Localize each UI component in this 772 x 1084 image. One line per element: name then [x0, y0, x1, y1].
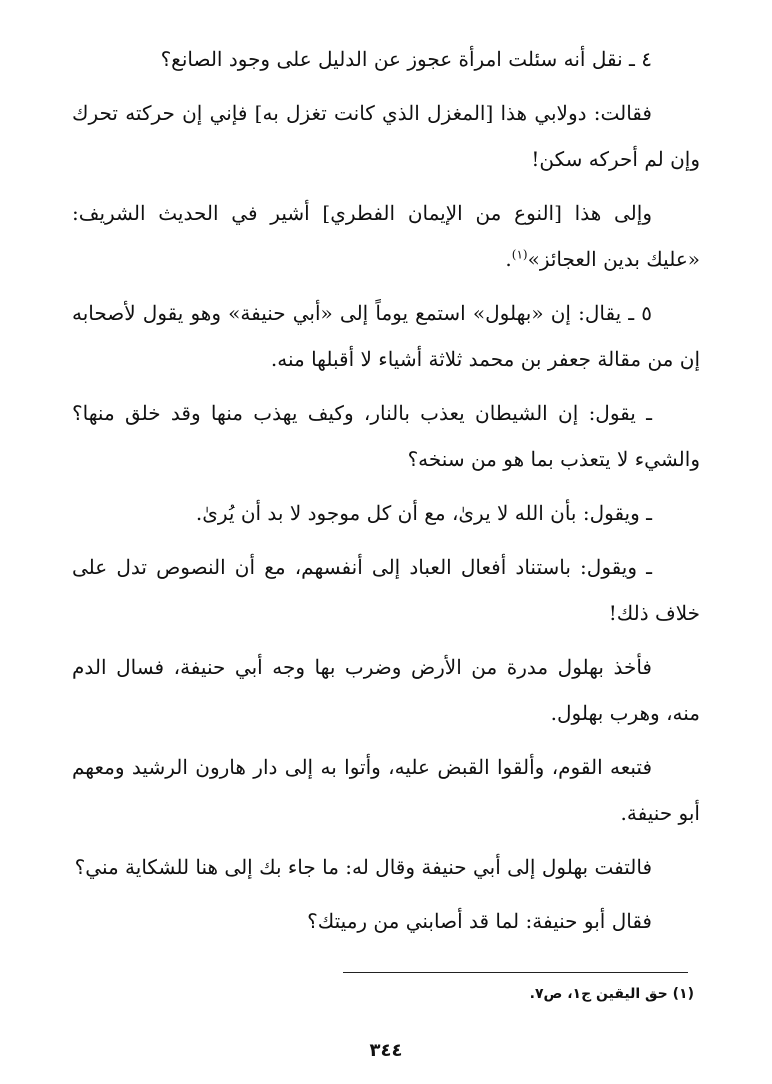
paragraph-bahlul-intro: ٥ ـ يقال: إن «بهلول» استمع يوماً إلى «أبي حنيفة» وهو يقول لأصحابه إن من مقالة جعفر بن محمد ثلاثة أشياء لا أقبلها منه. — [72, 301, 700, 371]
paragraph-old-woman-answer: فقالت: دولابي هذا [المغزل الذي كانت تغزل به] فإني إن حركته تحرك وإن لم أحركه سكن! — [72, 101, 700, 171]
page-number: ٣٤٤ — [369, 1040, 403, 1061]
hadith-text: وإلى هذا [النوع من الإيمان الفطري] أشير في الحديث الشريف: «عليك بدين العجائز» — [72, 201, 700, 271]
main-text — [72, 36, 700, 952]
footnote-reference: (١) — [511, 247, 528, 262]
paragraph-bahlul-strikes: فأخذ بهلول مدرة من الأرض وضرب بها وجه أبي حنيفة، فسال الدم منه، وهرب بهلول. — [72, 655, 700, 725]
paragraph-first-objection: ـ يقول: إن الشيطان يعذب بالنار، وكيف يهذب منها وقد خلق منها؟ والشيء لا يتعذب بما هو من سنخه؟ — [72, 401, 700, 471]
paragraph-third-objection: ـ ويقول: باستناد أفعال العباد إلى أنفسهم، مع أن النصوص تدل على خلاف ذلك! — [72, 555, 700, 625]
footnote: (١) حق اليقين ج١، ص٧. — [529, 986, 694, 1002]
paragraph-old-woman-question: ٤ ـ نقل أنه سئلت امرأة عجوز عن الدليل على وجود الصانع؟ — [160, 47, 652, 71]
paragraph-bahlul-asks: فالتفت بهلول إلى أبي حنيفة وقال له: ما جاء بك إلى هنا للشكاية مني؟ — [74, 855, 652, 879]
paragraph-abu-hanifa-replies: فقال أبو حنيفة: لما قد أصابني من رميتك؟ — [307, 909, 652, 933]
paragraph-second-objection: ـ ويقول: بأن الله لا يرىٰ، مع أن كل موجود لا بد أن يُرىٰ. — [195, 501, 652, 525]
paragraph-arrest: فتبعه القوم، وألقوا القبض عليه، وأتوا به إلى دار هارون الرشيد ومعهم أبو حنيفة. — [72, 755, 700, 825]
paragraph-hadith — [72, 190, 700, 282]
footnote-divider — [343, 972, 688, 973]
hadith-period: . — [505, 247, 512, 271]
